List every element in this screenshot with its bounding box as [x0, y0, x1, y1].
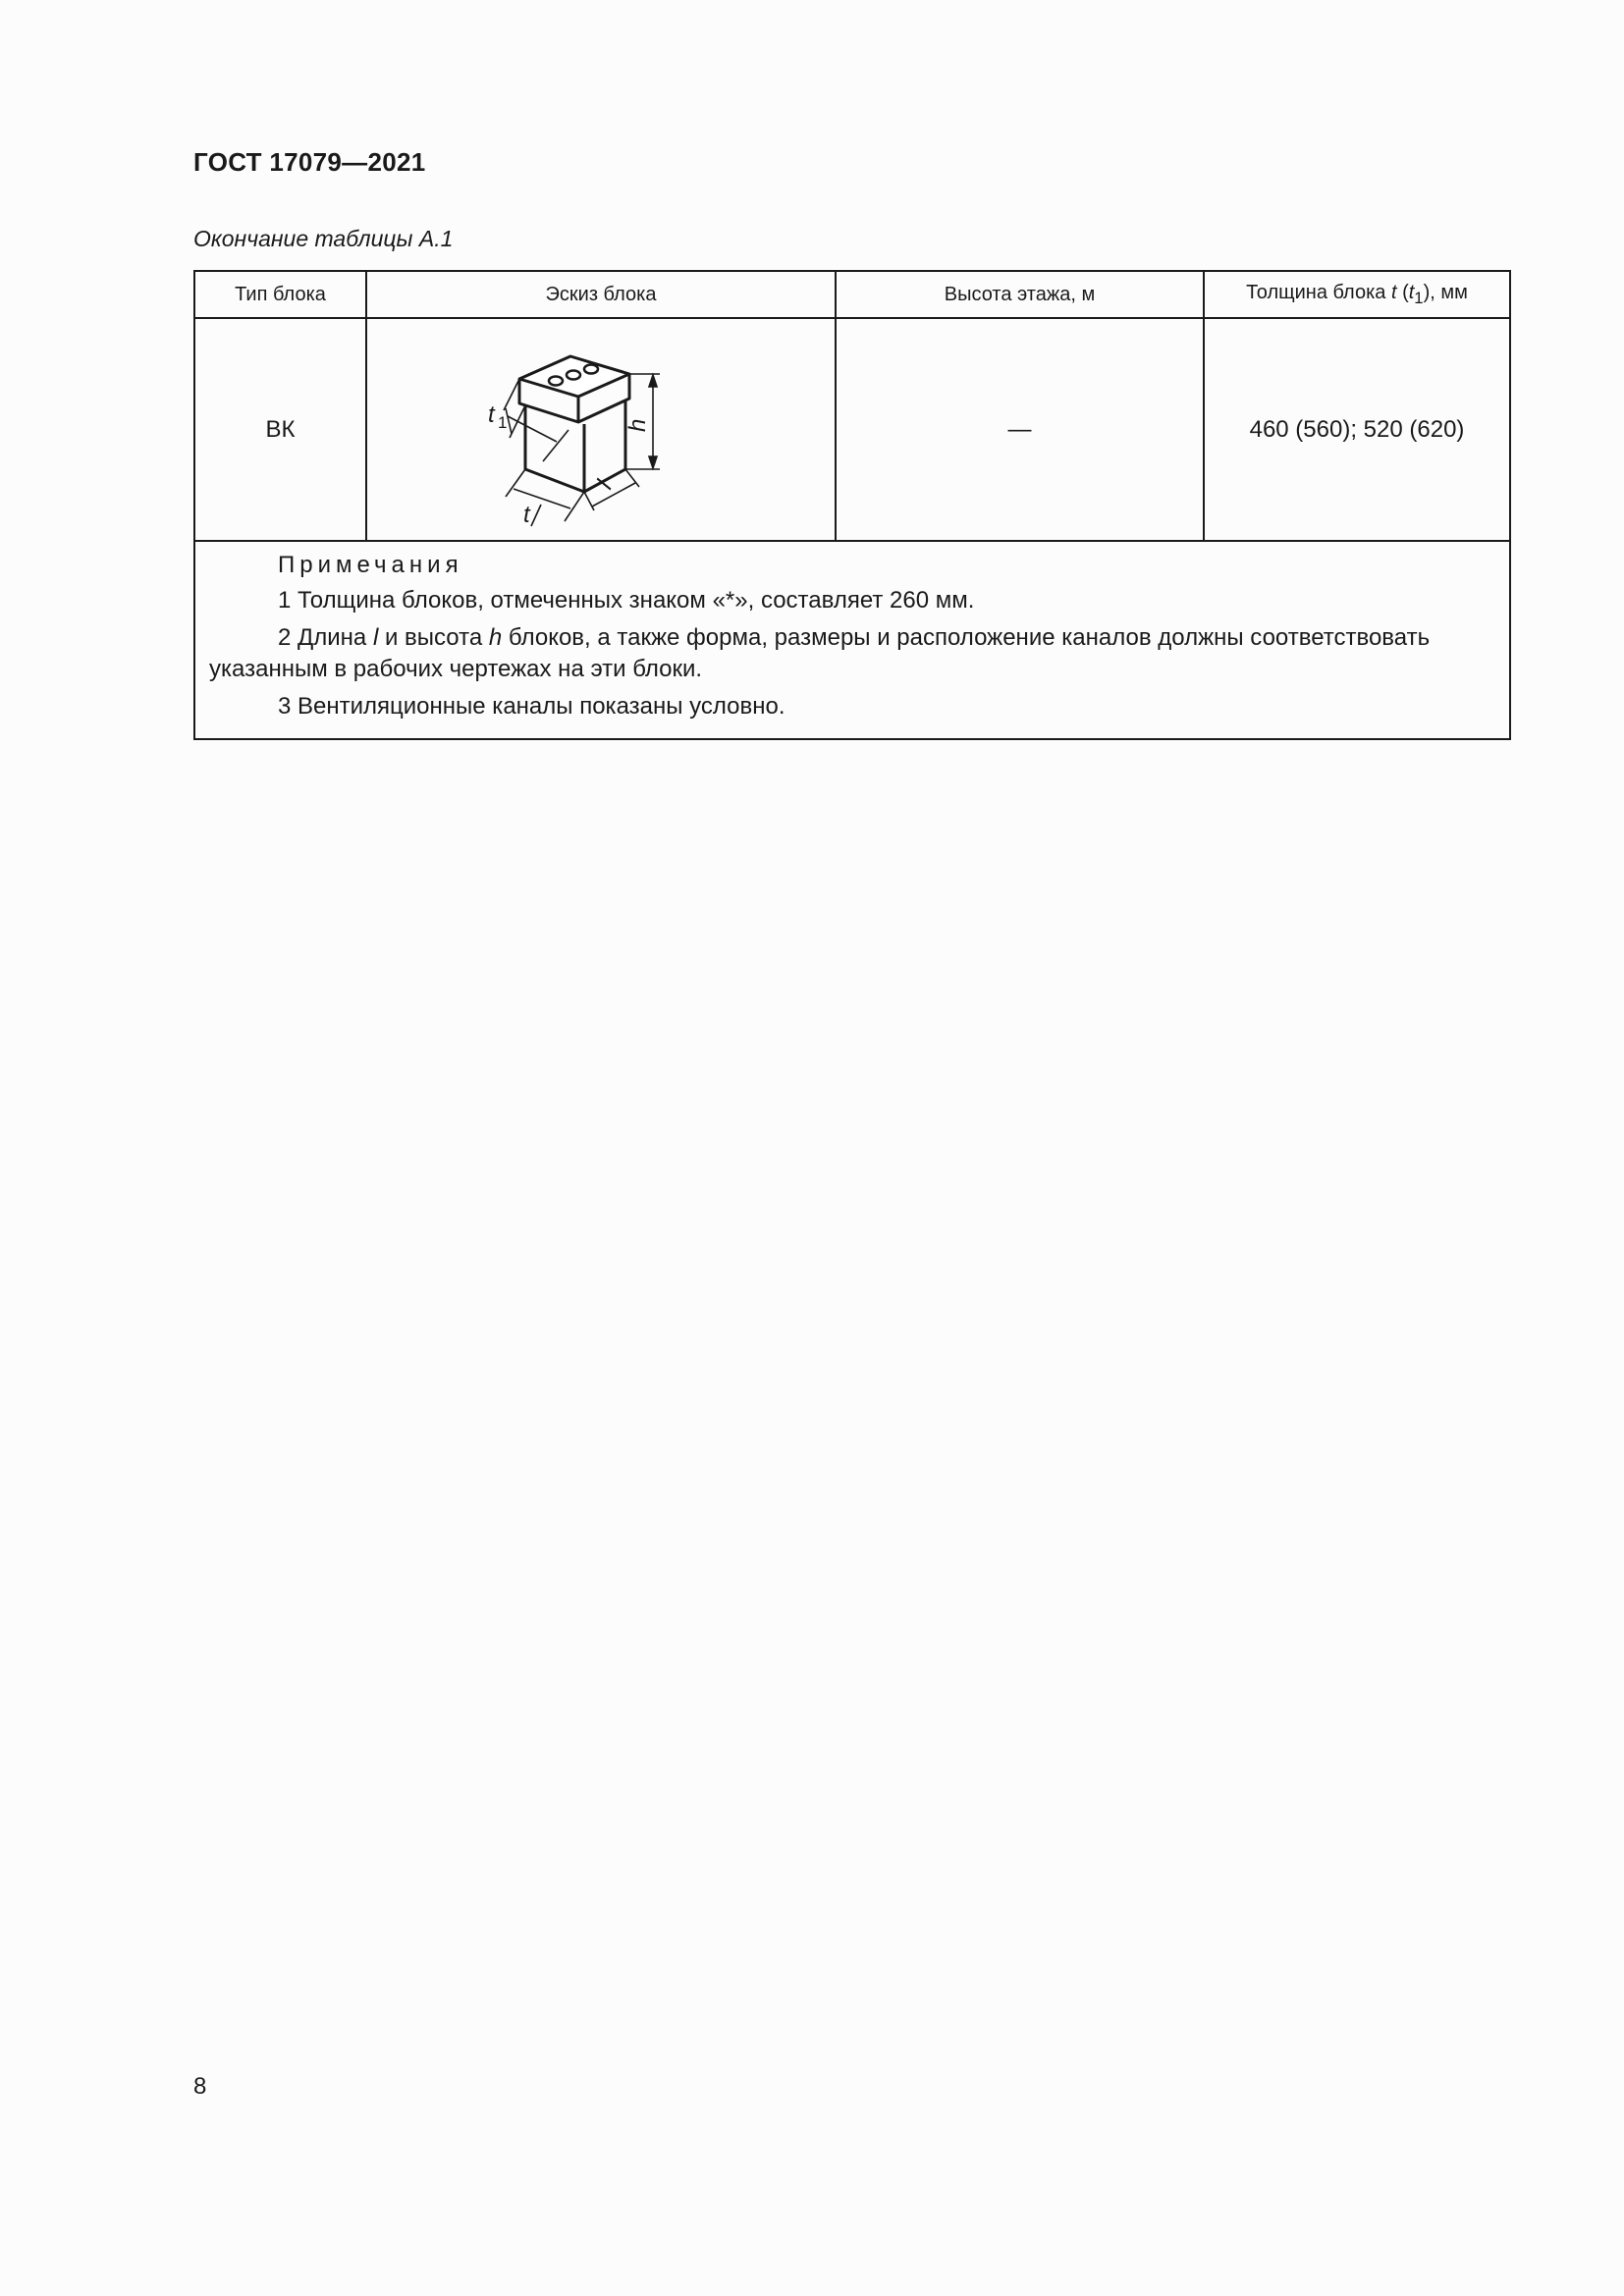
notes-cell	[194, 541, 1510, 739]
notes-title: Примечания	[278, 552, 463, 578]
block-spec-table	[193, 270, 1511, 740]
col-header-floor-height: Высота этажа, м	[836, 271, 1204, 318]
notes-row	[194, 541, 1510, 739]
col-header-block-sketch: Эскиз блока	[366, 271, 836, 318]
document-header: ГОСТ 17079—2021	[193, 147, 426, 177]
sketch-label-t: t	[523, 501, 530, 528]
page-number: 8	[193, 2073, 207, 2100]
note-1: 1 Толщина блоков, отмеченных знаком «*», составляет 260 мм.	[278, 587, 975, 614]
table-header-row	[194, 271, 1510, 318]
cell-block-type: ВК	[194, 318, 366, 541]
col-header-block-thickness: Толщина блока t $(t_1)$, мм	[1204, 271, 1510, 318]
cell-block-thickness: 460 (560); 520 (620)	[1204, 318, 1510, 541]
cell-floor-height: —	[836, 318, 1204, 541]
note-3: 3 Вентиляционные каналы показаны условно.	[278, 693, 785, 720]
sketch-label-h: h	[624, 418, 651, 432]
note-2: 2 Длина l и высота h блоков, а также форма, размеры и расположение каналов должны соответствовать указанным в рабочих чертежах на эти блоки.	[209, 624, 1431, 682]
block-sketch-drawing	[488, 332, 714, 528]
table-caption: Окончание таблицы А.1	[193, 226, 454, 251]
sketch-label-t1: t	[488, 400, 495, 428]
sketch-label-t1-sub: 1	[498, 412, 508, 432]
sketch-label-l: l	[591, 475, 619, 494]
col-header-block-type: Тип блока	[194, 271, 366, 318]
table-row	[194, 318, 1510, 541]
cell-block-sketch	[366, 318, 836, 541]
